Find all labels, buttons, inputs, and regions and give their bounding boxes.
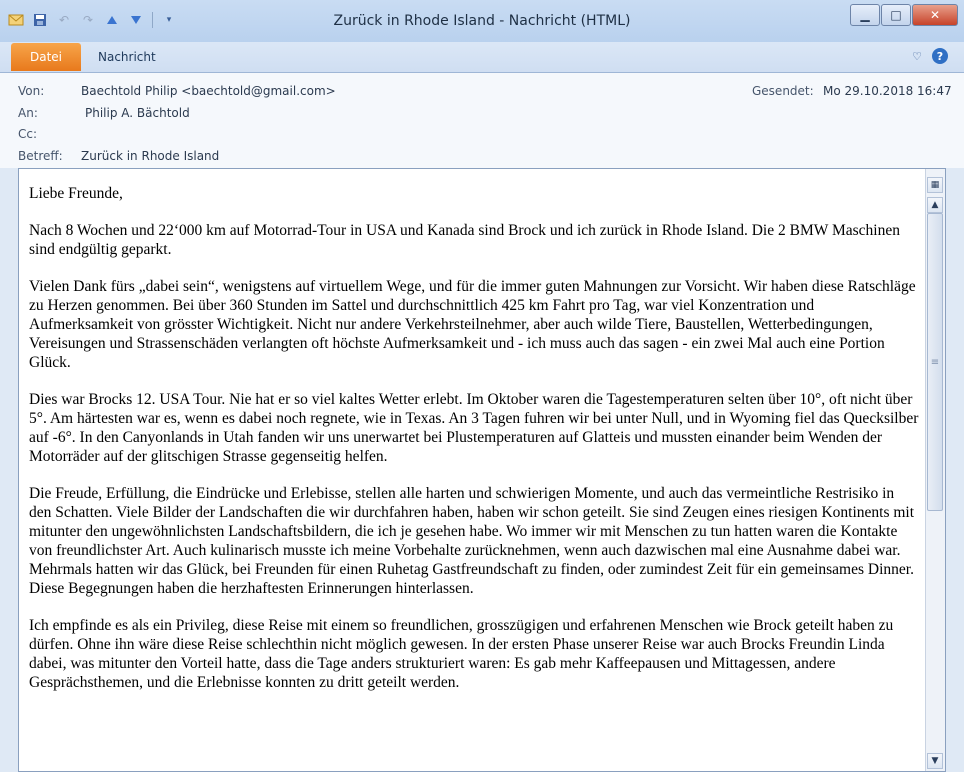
tab-file[interactable]: Datei <box>11 43 81 71</box>
chevron-down-icon[interactable]: ♡ <box>912 49 922 63</box>
vertical-scrollbar[interactable] <box>925 169 945 771</box>
scroll-thumb[interactable]: ≡ <box>927 213 943 511</box>
body-paragraph: Die Freude, Erfüllung, die Eindrücke und Erlebisse, stellen alle harten und schwierigen Momente, und auch das vermeintliche Restrisiko in den Schatten. Viele Bilder der Landschaften die wir durchfahren haben, haben wir schon geteilt. Sie sind Zeugen eines riesigen Kontinents mit mitunter den ungewöhnlichsten Landschaftsbildern, die ich je gesehen habe. Wo immer wir mit Menschen zu tun hatten waren die Kontakte von freundlichster Art. Auch kulinarisch musste ich meine Vorbehalte zurücknehmen, wenn auch dazwischen mal eine Ausnahme dabei war. Mehrmals hatten wir das Glück, bei Freunden für einen Ruhetag Gastfreundschaft zu finden, oder zumindest Zeit für ein gemeinsames Dinner. Diese Begegnungen haben die herzhaftesten Erinnerungen hinterlassen. <box>29 485 915 597</box>
sent-value: Mo 29.10.2018 16:47 <box>823 84 952 98</box>
body-paragraph: Vielen Dank fürs „dabei sein“, wenigstens auf virtuellem Wege, und für die immer guten Mahnungen zur Vorsicht. Wir haben diese Ratschläge zu Herzen genommen. Bei über 360 Stunden im Sattel und durchschnittlich 425 km Fahrt pro Tag, war viel Konzentration und Aufmerksamkeit von grösster Wichtigkeit. Nicht nur andere Verkehrsteilnehmer, aber auch wilde Tiere, Baustellen, Wetterbedingungen, Vereisungen und Strassenschäden verlangten oft höchste Aufmerksamkeit und - ich muss auch das sagen - ein zwei Mal auch eine Portion Glück. <box>29 278 916 371</box>
body-paragraph: Liebe Freunde, <box>29 185 123 202</box>
to-label: An: <box>18 106 38 120</box>
body-paragraph: Ich empfinde es als ein Privileg, diese Reise mit einem so freundlichen, grosszügigen und erfahrenen Menschen wie Brock geteilt haben zu dürfen. Ohne ihn wäre diese Reise schlechthin nicht möglich gewesen. In der ersten Phase unserer Reise war auch Brocks Freundin Linda dabei, was mitunter den Vorteil hatte, dass die Tage anders strukturiert waren: Es gab mehr Kaffeepausen und Mittagessen, andere Gesprächsthemen, und die Erlebnisse konnten zu dritt geteilt werden. <box>29 617 894 691</box>
subject-label: Betreff: <box>18 149 63 163</box>
ribbon-help-area <box>912 48 948 64</box>
window-title: Zurück in Rhode Island - Nachricht (HTML) <box>333 13 631 29</box>
body-paragraph: Dies war Brocks 12. USA Tour. Nie hat er so viel kaltes Wetter erlebt. Im Oktober waren die Tagestemperaturen selten über 10°, oft nicht über 5°. Am härtesten war es, wenn es dabei noch regnete, wie in Texas. An 3 Tagen fuhren wir bei unter Null, und in Wyoming fiel das Quecksilber auf -6°. In den Canyonlands in Utah fanden wir uns unerwartet bei Plustemperaturen auf Glatteis und mussten einander beim Wenden der Motorräder auf der glitschigen Strasse gegenseitig helfen. <box>29 391 919 465</box>
redo-icon[interactable]: ↷ <box>82 13 94 27</box>
sent-label: Gesendet: <box>752 84 814 98</box>
message-header <box>0 73 964 168</box>
tab-message[interactable]: Nachricht <box>98 50 156 64</box>
message-content <box>29 184 919 710</box>
undo-icon[interactable]: ↶ <box>58 13 70 27</box>
help-icon[interactable]: ? <box>932 48 948 64</box>
from-value[interactable]: Baechtold Philip <baechtold@gmail.com> <box>81 84 336 98</box>
scroll-down-button[interactable]: ▼ <box>927 753 943 769</box>
maximize-button[interactable]: □ <box>881 4 911 26</box>
subject-value: Zurück in Rhode Island <box>81 149 220 163</box>
minimize-button[interactable]: ▁ <box>850 4 880 26</box>
window-controls <box>849 4 958 26</box>
from-label: Von: <box>18 84 45 98</box>
body-paragraph: Nach 8 Wochen und 22‘000 km auf Motorrad-Tour in USA und Kanada sind Brock und ich zurück in Rhode Island. Die 2 BMW Maschinen sind endgültig geparkt. <box>29 222 900 258</box>
scroll-up-button[interactable]: ▲ <box>927 197 943 213</box>
ribbon-tabs <box>0 42 964 73</box>
view-icon[interactable]: ▦ <box>927 177 943 193</box>
message-body[interactable] <box>18 168 946 772</box>
customize-icon[interactable]: ▾ <box>166 15 172 25</box>
close-button[interactable]: ✕ <box>912 4 958 26</box>
title-bar <box>0 0 964 42</box>
cc-label: Cc: <box>18 127 38 141</box>
to-value[interactable]: Philip A. Bächtold <box>85 106 190 120</box>
